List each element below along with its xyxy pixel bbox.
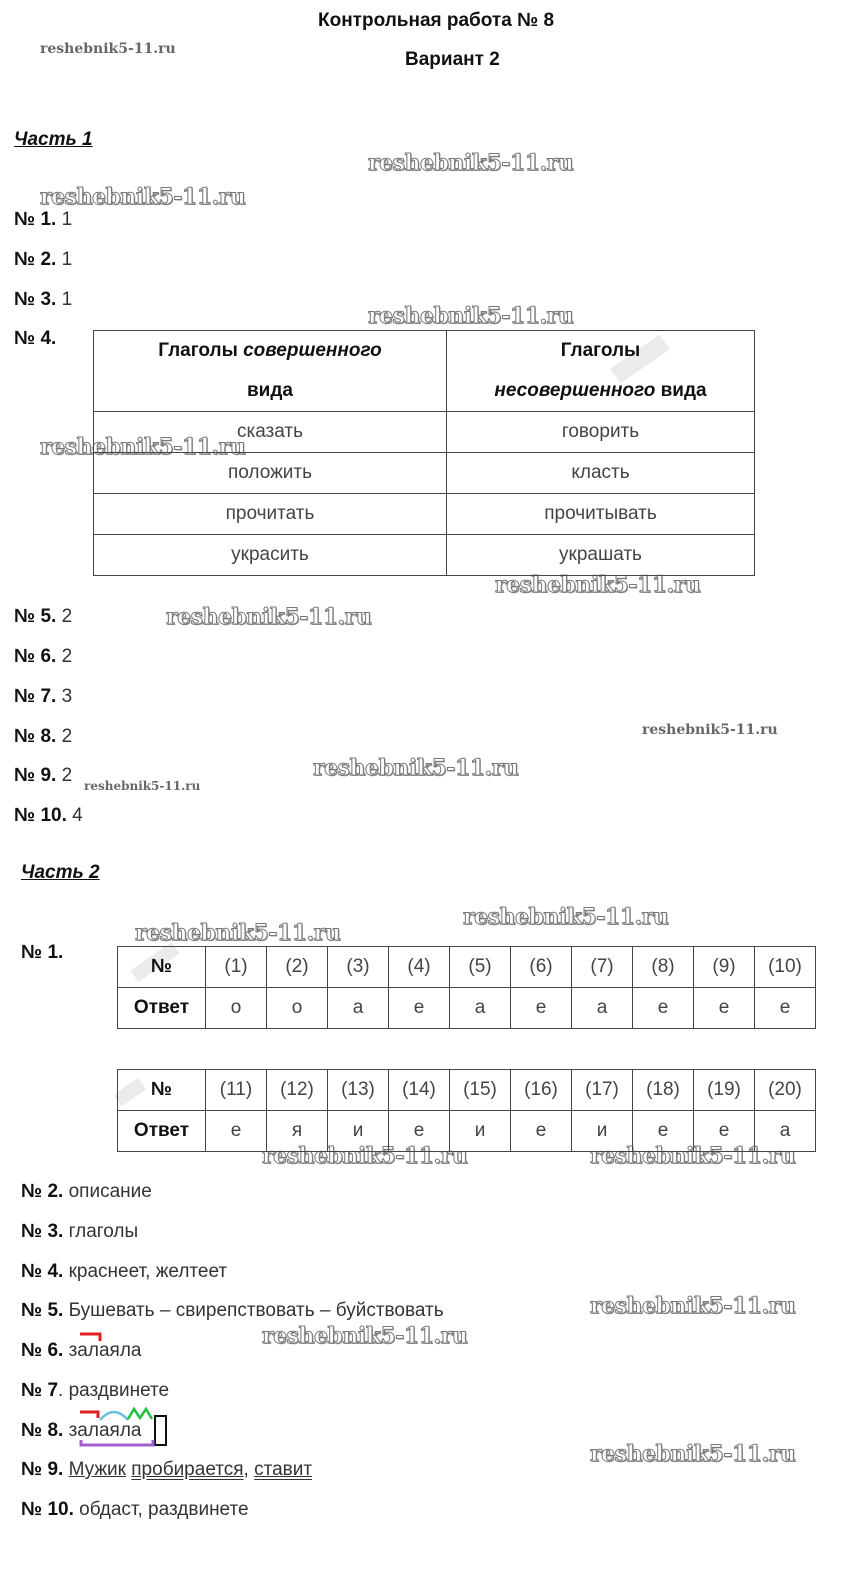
item-number: № 5. <box>21 1300 64 1321</box>
item-number: № 6. <box>21 1340 64 1361</box>
part2-item-10 <box>21 1499 249 1521</box>
table-row <box>94 494 755 535</box>
perfective-cell: прочитать <box>94 494 447 535</box>
item-number: № 1. <box>14 209 57 230</box>
imperfective-cell: прочитывать <box>447 494 755 535</box>
table-row <box>118 1111 816 1152</box>
imperfective-cell: класть <box>447 453 755 494</box>
sentence-predicate: пробирается <box>131 1459 244 1480</box>
table-row <box>94 453 755 494</box>
table-header-answer: Ответ <box>118 1111 206 1152</box>
item-number: № 10. <box>21 1499 74 1520</box>
part2-item-1 <box>21 942 63 964</box>
watermark: reshebnik5-11.ru <box>642 722 778 738</box>
table-cell: и <box>328 1111 389 1152</box>
perfective-header: Глаголы совершенного вида <box>94 331 447 412</box>
table-cell: (14) <box>389 1070 450 1111</box>
table-cell: а <box>572 988 633 1029</box>
table-cell: а <box>328 988 389 1029</box>
table-cell: (17) <box>572 1070 633 1111</box>
table-cell: е <box>511 1111 572 1152</box>
table-cell: е <box>755 988 816 1029</box>
table-row <box>118 1070 816 1111</box>
table-cell: е <box>511 988 572 1029</box>
item-number: № 10. <box>14 805 67 826</box>
table-cell: я <box>267 1111 328 1152</box>
watermark: reshebnik5-11.ru <box>135 920 341 946</box>
table-cell: (15) <box>450 1070 511 1111</box>
item-answer: . раздвинете <box>58 1380 170 1401</box>
item-number: № 4. <box>14 328 57 349</box>
item-number: № 7 <box>21 1380 59 1401</box>
table-cell: (12) <box>267 1070 328 1111</box>
item-answer: описание <box>68 1181 152 1202</box>
sentence-subject: Мужик <box>68 1459 126 1480</box>
item-answer: 1 <box>61 289 73 310</box>
imperfective-cell: украшать <box>447 535 755 576</box>
part2-item-5 <box>21 1300 444 1322</box>
table-row <box>94 412 755 453</box>
part1-heading: Часть 1 <box>14 129 93 150</box>
table-header-number: № <box>118 947 206 988</box>
table-cell: е <box>389 988 450 1029</box>
verb-aspect-table <box>93 330 755 576</box>
punctuation: , <box>243 1459 255 1480</box>
part1-item-10 <box>14 805 83 827</box>
table-cell: (19) <box>694 1070 755 1111</box>
watermark: reshebnik5-11.ru <box>590 1441 796 1467</box>
table-cell: о <box>267 988 328 1029</box>
item-answer: глаголы <box>68 1221 139 1242</box>
table-cell: (16) <box>511 1070 572 1111</box>
table-cell: е <box>694 988 755 1029</box>
item-number: № 4. <box>21 1261 64 1282</box>
perfective-cell: украсить <box>94 535 447 576</box>
watermark: reshebnik5-11.ru <box>40 184 246 210</box>
table-cell: (8) <box>633 947 694 988</box>
item-number: № 7. <box>14 686 57 707</box>
perfective-cell: положить <box>94 453 447 494</box>
table-cell: е <box>206 1111 267 1152</box>
table-cell: (18) <box>633 1070 694 1111</box>
table-cell: (20) <box>755 1070 816 1111</box>
part1-item-8 <box>14 726 72 748</box>
table-cell: (4) <box>389 947 450 988</box>
table-cell: и <box>450 1111 511 1152</box>
item-answer: краснеет, желтеет <box>68 1261 228 1282</box>
watermark: reshebnik5-11.ru <box>368 303 574 329</box>
part2-heading: Часть 2 <box>21 862 100 883</box>
item-answer: залаяла <box>68 1420 142 1441</box>
part1-item-1 <box>14 209 72 231</box>
table-row <box>118 988 816 1029</box>
item-answer: Бушевать – свирепствовать – буйствовать <box>68 1300 444 1321</box>
watermark: reshebnik5-11.ru <box>590 1293 796 1319</box>
imperfective-header: Глаголы несовершенного вида <box>447 331 755 412</box>
watermark: reshebnik5-11.ru <box>262 1323 468 1349</box>
item-number: № 6. <box>14 646 57 667</box>
item-number: № 3. <box>21 1221 64 1242</box>
table-cell: (6) <box>511 947 572 988</box>
table-cell: и <box>572 1111 633 1152</box>
item-answer: 1 <box>61 249 73 270</box>
variant-title: Вариант 2 <box>405 49 500 70</box>
answer-table-2 <box>117 1069 816 1152</box>
watermark: reshebnik5-11.ru <box>313 755 519 781</box>
item-answer: 2 <box>61 765 73 786</box>
item-number: № 9. <box>14 765 57 786</box>
watermark: reshebnik5-11.ru <box>262 1143 468 1169</box>
watermark: reshebnik5-11.ru <box>590 1143 796 1169</box>
part2-item-8 <box>21 1420 141 1442</box>
table-cell: о <box>206 988 267 1029</box>
item-answer: 2 <box>61 606 73 627</box>
part1-item-5 <box>14 606 72 628</box>
watermark: reshebnik5-11.ru <box>166 604 372 630</box>
table-cell: (11) <box>206 1070 267 1111</box>
table-cell: (2) <box>267 947 328 988</box>
item-number: № 8. <box>21 1420 64 1441</box>
item-answer: 2 <box>61 646 73 667</box>
table-cell: а <box>450 988 511 1029</box>
table-cell: е <box>389 1111 450 1152</box>
table-row <box>118 947 816 988</box>
imperfective-cell: говорить <box>447 412 755 453</box>
part1-item-6 <box>14 646 72 668</box>
table-cell: (13) <box>328 1070 389 1111</box>
perfective-cell: сказать <box>94 412 447 453</box>
item-answer: 2 <box>61 726 73 747</box>
item-answer: 4 <box>72 805 83 826</box>
part2-item-3 <box>21 1221 138 1243</box>
answer-table-1 <box>117 946 816 1029</box>
table-cell: (1) <box>206 947 267 988</box>
part1-item-4 <box>14 328 56 350</box>
table-cell: е <box>633 1111 694 1152</box>
part2-item-9 <box>21 1459 312 1481</box>
item-number: № 2. <box>21 1181 64 1202</box>
table-cell: е <box>633 988 694 1029</box>
part2-item-7 <box>21 1380 169 1402</box>
watermark: reshebnik5-11.ru <box>368 150 574 176</box>
table-header-number: № <box>118 1070 206 1111</box>
table-header-answer: Ответ <box>118 988 206 1029</box>
table-cell: а <box>755 1111 816 1152</box>
part2-item-6 <box>21 1340 141 1362</box>
part2-item-2 <box>21 1181 152 1203</box>
sentence-predicate: ставит <box>254 1459 313 1480</box>
item-number: № 9. <box>21 1459 64 1480</box>
item-number: № 2. <box>14 249 57 270</box>
part1-item-7 <box>14 686 72 708</box>
part1-item-2 <box>14 249 72 271</box>
item-answer: обдаст, раздвинете <box>79 1499 249 1520</box>
table-cell: е <box>694 1111 755 1152</box>
table-cell: (3) <box>328 947 389 988</box>
part2-item-4 <box>21 1261 227 1283</box>
table-cell: (9) <box>694 947 755 988</box>
watermark: reshebnik5-11.ru <box>40 434 246 460</box>
item-number: № 5. <box>14 606 57 627</box>
watermark: reshebnik5-11.ru <box>463 904 669 930</box>
table-cell: (7) <box>572 947 633 988</box>
table-row <box>94 535 755 576</box>
watermark: reshebnik5-11.ru <box>495 572 701 598</box>
watermark: reshebnik5-11.ru <box>40 41 176 57</box>
page-title: Контрольная работа № 8 <box>318 10 555 31</box>
part1-item-9 <box>14 765 72 787</box>
watermark: reshebnik5-11.ru <box>84 779 201 793</box>
table-cell: (10) <box>755 947 816 988</box>
part1-item-3 <box>14 289 72 311</box>
item-answer: 3 <box>61 686 73 707</box>
table-cell: (5) <box>450 947 511 988</box>
item-answer: залаяла <box>68 1340 142 1361</box>
item-answer: 1 <box>61 209 73 230</box>
item-number: № 3. <box>14 289 57 310</box>
item-number: № 8. <box>14 726 57 747</box>
item-number: № 1. <box>21 942 64 963</box>
